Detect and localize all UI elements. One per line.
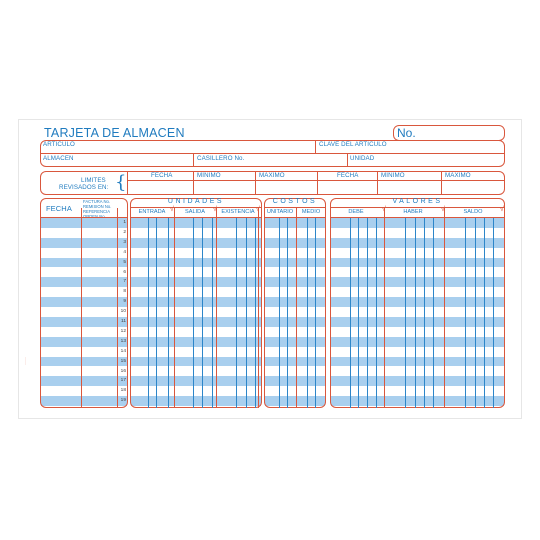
limites-minimo-1: MINIMO bbox=[197, 172, 221, 179]
row-number: 1 bbox=[123, 220, 126, 225]
group-title-underline bbox=[131, 207, 261, 208]
group-title-underline bbox=[265, 207, 325, 208]
row-number: 6 bbox=[123, 269, 126, 275]
header-vsep-1 bbox=[315, 140, 316, 153]
ledger-header-underline bbox=[131, 217, 261, 218]
costos-title: COSTOS bbox=[272, 198, 318, 205]
row-number: 7 bbox=[123, 279, 126, 285]
col-haber: HABER bbox=[403, 209, 423, 215]
check-mark-haber: √ bbox=[441, 206, 445, 213]
limites-vsep-0 bbox=[127, 171, 128, 195]
digit-divider bbox=[367, 218, 368, 408]
row-number: 12 bbox=[120, 328, 126, 334]
column-divider bbox=[81, 208, 82, 408]
limites-label-1: LIMITES bbox=[81, 177, 106, 184]
column-divider bbox=[384, 208, 385, 408]
digit-divider bbox=[433, 218, 434, 408]
field-clave-articulo[interactable]: CLAVE DEL ARTICULO bbox=[319, 141, 387, 148]
row-number: 17 bbox=[120, 378, 126, 384]
check-mark-salida: √ bbox=[213, 206, 217, 213]
costos-group-box bbox=[264, 198, 326, 408]
limites-brace: { bbox=[115, 172, 127, 193]
row-number: 10 bbox=[120, 309, 126, 315]
row-number: 11 bbox=[121, 319, 126, 324]
ledger-header-underline bbox=[265, 217, 325, 218]
ref-line-4: ORDEN No. bbox=[83, 214, 106, 219]
digit-divider bbox=[350, 218, 351, 408]
header-vsep-2 bbox=[193, 153, 194, 167]
check-mark-entrada: √ bbox=[170, 206, 174, 213]
unidades-group-box bbox=[130, 198, 262, 408]
row-number: 8 bbox=[123, 289, 126, 295]
column-divider bbox=[216, 208, 217, 408]
check-mark-debe: √ bbox=[382, 206, 386, 213]
number-label: No. bbox=[397, 126, 416, 140]
column-divider bbox=[174, 208, 175, 408]
digit-divider bbox=[212, 218, 213, 408]
column-divider bbox=[258, 208, 259, 408]
digit-divider bbox=[465, 218, 466, 408]
row-number: 4 bbox=[123, 249, 126, 255]
ledger-header-underline bbox=[41, 217, 127, 218]
column-divider bbox=[444, 208, 445, 408]
col-unitario: UNITARIO bbox=[266, 209, 294, 215]
digit-divider bbox=[193, 218, 194, 408]
check-mark-saldo: √ bbox=[500, 206, 504, 213]
warehouse-card bbox=[19, 120, 521, 418]
digit-divider bbox=[484, 218, 485, 408]
unidades-title: UNIDADES bbox=[167, 198, 225, 205]
column-divider bbox=[117, 208, 118, 408]
column-divider bbox=[296, 208, 297, 408]
limites-vsep-4 bbox=[377, 171, 378, 195]
digit-divider bbox=[376, 218, 377, 408]
check-mark-existencia: √ bbox=[256, 206, 260, 213]
digit-divider bbox=[405, 218, 406, 408]
form-code: ........ bbox=[23, 357, 27, 365]
digit-divider bbox=[202, 218, 203, 408]
digit-divider bbox=[493, 218, 494, 408]
limites-vsep-3 bbox=[317, 171, 318, 195]
field-almacen[interactable]: ALMACEN bbox=[43, 155, 74, 162]
digit-divider bbox=[287, 218, 288, 408]
ref-line-2: REMISION No. bbox=[83, 204, 112, 209]
row-number: 3 bbox=[123, 239, 126, 245]
digit-divider bbox=[246, 218, 247, 408]
col-salida: SALIDA bbox=[185, 209, 205, 215]
digit-divider bbox=[415, 218, 416, 408]
group-title-underline bbox=[331, 207, 504, 208]
field-articulo[interactable]: ARTICULO bbox=[43, 141, 75, 148]
header-vsep-3 bbox=[347, 153, 348, 167]
limites-vsep-5 bbox=[441, 171, 442, 195]
row-number: 19 bbox=[120, 398, 126, 404]
digit-divider bbox=[156, 218, 157, 408]
digit-divider bbox=[307, 218, 308, 408]
digit-divider bbox=[358, 218, 359, 408]
row-number: 2 bbox=[123, 229, 126, 235]
ledger-header-underline bbox=[331, 217, 504, 218]
limites-fecha-1: FECHA bbox=[151, 172, 173, 179]
row-number: 15 bbox=[120, 358, 126, 364]
digit-divider bbox=[475, 218, 476, 408]
digit-divider bbox=[424, 218, 425, 408]
limites-label-2: REVISADOS EN: bbox=[59, 184, 109, 191]
valores-title: VALORES bbox=[392, 198, 443, 205]
limites-hsep bbox=[127, 180, 505, 181]
ref-line-3: REFERENCIA bbox=[83, 209, 110, 214]
valores-group-box bbox=[330, 198, 505, 408]
digit-divider bbox=[279, 218, 280, 408]
limites-maximo-2: MAXIMO bbox=[445, 172, 471, 179]
row-number: 16 bbox=[120, 368, 126, 374]
col-debe: DEBE bbox=[348, 209, 364, 215]
limites-minimo-2: MINIMO bbox=[381, 172, 405, 179]
col-entrada: ENTRADA bbox=[138, 209, 166, 215]
ref-line-1: FACTURA No. bbox=[83, 199, 110, 204]
limites-vsep-1 bbox=[193, 171, 194, 195]
col-medio: MEDIO bbox=[301, 209, 321, 215]
limites-vsep-2 bbox=[255, 171, 256, 195]
col-saldo: SALDO bbox=[463, 209, 483, 215]
row-number: 5 bbox=[123, 259, 126, 265]
card-title: TARJETA DE ALMACEN bbox=[44, 126, 185, 140]
field-unidad[interactable]: UNIDAD bbox=[350, 155, 375, 162]
digit-divider bbox=[236, 218, 237, 408]
row-number: 14 bbox=[120, 348, 126, 354]
row-number: 18 bbox=[120, 388, 126, 394]
digit-divider bbox=[255, 218, 256, 408]
limites-maximo-1: MAXIMO bbox=[259, 172, 285, 179]
header-divider bbox=[40, 153, 505, 154]
limites-fecha-2: FECHA bbox=[337, 172, 359, 179]
fecha-group-box bbox=[40, 198, 128, 408]
row-number: 9 bbox=[123, 299, 126, 305]
digit-divider bbox=[168, 218, 169, 408]
col-existencia: EXISTENCIA bbox=[221, 209, 255, 215]
digit-divider bbox=[315, 218, 316, 408]
field-casillero[interactable]: CASILLERO No. bbox=[197, 155, 245, 162]
row-number: 13 bbox=[120, 338, 126, 344]
digit-divider bbox=[148, 218, 149, 408]
ledger-fecha-header: FECHA bbox=[46, 204, 72, 213]
